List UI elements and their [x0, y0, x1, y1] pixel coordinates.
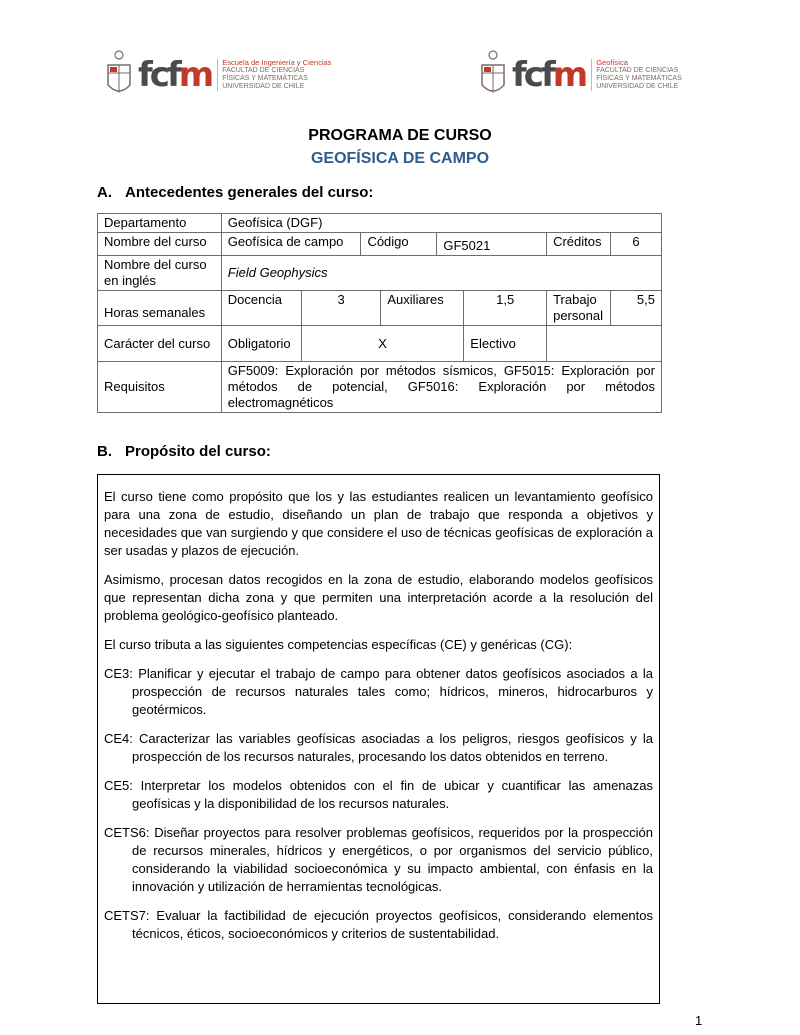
requisitos-label: Requisitos [98, 362, 222, 413]
purpose-box [97, 474, 660, 1004]
nombre-value: Geofísica de campo [221, 233, 361, 256]
obligatorio-label: Obligatorio [221, 326, 301, 362]
requisitos-value: GF5009: Exploración por métodos sísmicos, GF5015: Exploración por métodos de potencial, GF5016: Exploración por métodos electromagnéticos [221, 362, 661, 413]
horas-label: Horas semanales [98, 291, 222, 326]
fcfm-wordmark: fcfm [138, 55, 212, 95]
course-info-table [97, 213, 662, 413]
logo-line: FACULTAD DE CIENCIAS [222, 67, 305, 74]
section-a-heading [97, 184, 373, 201]
university-seal-icon [104, 49, 134, 101]
nombre-ingles-value: Field Geophysics [221, 256, 661, 291]
caracter-label: Carácter del curso [98, 326, 222, 362]
competency-ce4: CE4: Caracterizar las variables geofísicas asociadas a los peligros, riesgos geofísicos y la prospección de los recursos naturales, procesando los datos obtenidos en terreno. [104, 731, 653, 764]
table-row [98, 214, 662, 233]
electivo-value [547, 326, 662, 362]
logo-line: FÍSICAS Y MATEMÁTICAS [596, 75, 682, 82]
logo-line: UNIVERSIDAD DE CHILE [596, 83, 679, 90]
purpose-paragraph: El curso tributa a las siguientes competencias específicas (CE) y genéricas (CG): [104, 637, 573, 652]
logo-line: FÍSICAS Y MATEMÁTICAS [222, 75, 308, 82]
codigo-label: Código [361, 233, 437, 256]
fcfm-wordmark: fcfm [512, 55, 586, 95]
nombre-label: Nombre del curso [98, 233, 222, 256]
table-row [98, 362, 662, 413]
obligatorio-value: X [301, 326, 464, 362]
table-row [98, 233, 662, 256]
logo-unit: Escuela de Ingeniería y Ciencias [222, 58, 332, 67]
departamento-label: Departamento [98, 214, 222, 233]
competency-cets6: CETS6: Diseñar proyectos para resolver problemas geofísicos, requeridos por la prospección de recursos minerales, hídricos y energéticos, o por organismos del servicio público, considerando la viabilidad socioeconómica y su impacto ambiental, con énfasis en la innovación y utilización de herramientas tecnológicas. [104, 825, 653, 894]
section-letter: B. [97, 443, 112, 460]
electivo-label: Electivo [464, 326, 547, 362]
table-row [98, 256, 662, 291]
section-title: Antecedentes generales del curso: [125, 184, 374, 201]
auxiliares-value: 1,5 [464, 291, 547, 326]
trabajo-personal-value: 5,5 [611, 291, 662, 326]
docencia-label: Docencia [221, 291, 301, 326]
creditos-value: 6 [611, 233, 662, 256]
faculty-logo-right [478, 46, 682, 104]
docencia-value: 3 [301, 291, 381, 326]
table-row [98, 326, 662, 362]
competency-cets7: CETS7: Evaluar la factibilidad de ejecución proyectos geofísicos, considerando elementos técnicos, éticos, socioeconómicos y criterios de sustentabilidad. [104, 908, 653, 941]
competency-ce5: CE5: Interpretar los modelos obtenidos con el fin de ubicar y cuantificar las amenazas geofísicas y la disponibilidad de los recursos naturales. [104, 778, 653, 811]
logo-line: FACULTAD DE CIENCIAS [596, 67, 679, 74]
section-b-heading [97, 443, 271, 460]
codigo-value: GF5021 [437, 233, 547, 256]
trabajo-personal-label: Trabajo personal [547, 291, 611, 326]
section-title: Propósito del curso: [125, 443, 271, 460]
auxiliares-label: Auxiliares [381, 291, 464, 326]
competency-ce3: CE3: Planificar y ejecutar el trabajo de campo para obtener datos geofísicos asociados a la prospección de recursos naturales tales como; hídricos, mineros, hidrocarburos y geotérmicos. [104, 666, 653, 717]
purpose-paragraph: El curso tiene como propósito que los y las estudiantes realicen un levantamiento geofísico para una zona de estudio, diseñando un plan de trabajo que responda a objetivos y necesidades que van surgiendo y que considere el uso de técnicas geofísicas de exploración a ser usadas y plazos de ejecución. [104, 489, 653, 558]
document-title: PROGRAMA DE CURSO [308, 127, 492, 144]
creditos-label: Créditos [547, 233, 611, 256]
course-title: GEOFÍSICA DE CAMPO [310, 150, 490, 167]
section-letter: A. [97, 184, 112, 201]
logo-unit: Geofísica [596, 58, 628, 67]
departamento-value: Geofísica (DGF) [221, 214, 661, 233]
logo-caption [591, 59, 682, 91]
nombre-ingles-label: Nombre del curso en inglés [98, 256, 222, 291]
university-seal-icon [478, 49, 508, 101]
purpose-paragraph: Asimismo, procesan datos recogidos en la zona de estudio, elaborando modelos geofísicos que representan dicha zona y que permiten una interpretación acorde a la resolución del problema geológico-geofísico planteado. [104, 572, 653, 623]
logo-line: UNIVERSIDAD DE CHILE [222, 83, 305, 90]
table-row [98, 291, 662, 326]
faculty-logo-left [104, 46, 331, 104]
page-number: 1 [695, 1013, 703, 1028]
logo-caption [217, 59, 331, 91]
